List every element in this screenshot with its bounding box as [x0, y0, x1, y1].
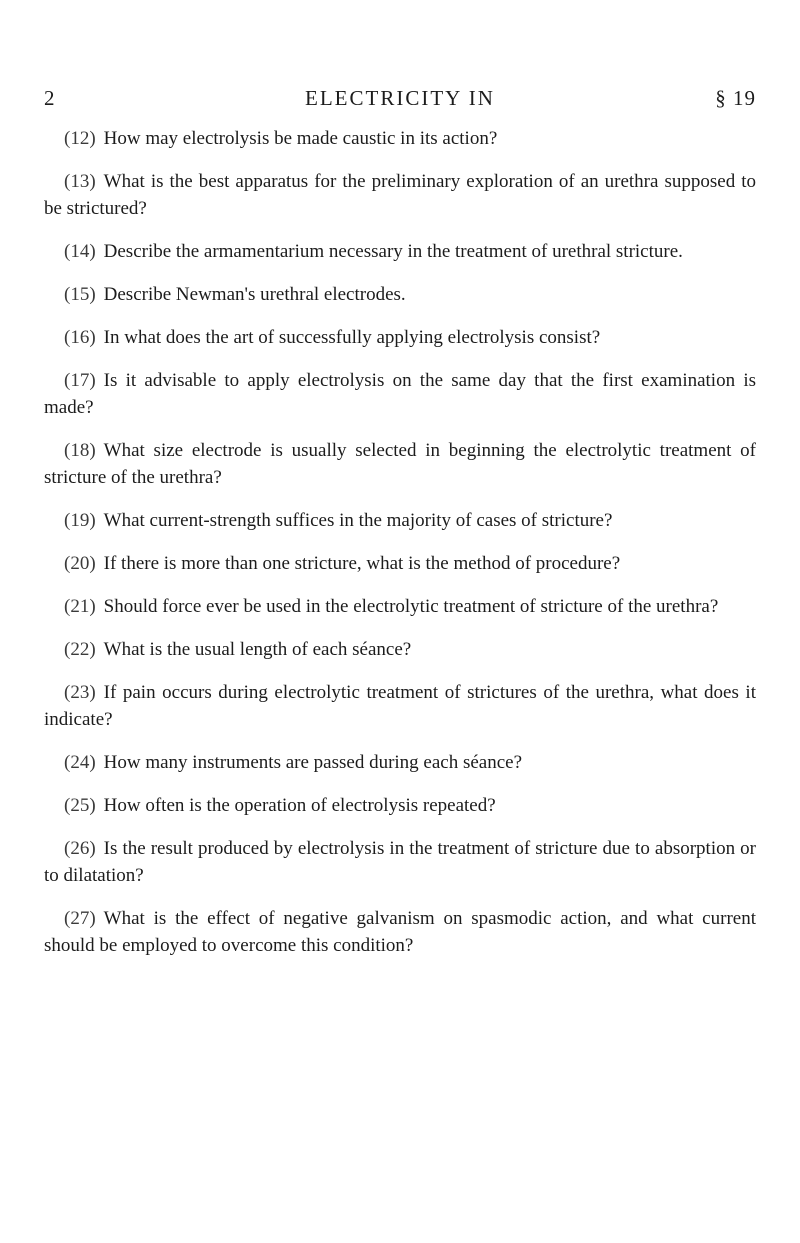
- running-title: ELECTRICITY IN: [305, 86, 495, 110]
- question-item: [44, 125, 756, 152]
- section-number: § 19: [715, 86, 756, 110]
- question-text: If pain occurs during electrolytic treatment of strictures of the urethra, what does it indicate?: [44, 682, 756, 730]
- question-item: [44, 168, 756, 222]
- question-text: Is it advisable to apply electrolysis on the same day that the first examination is made?: [44, 370, 756, 418]
- question-number: (12): [64, 128, 96, 149]
- question-text: How many instruments are passed during each séance?: [103, 752, 523, 773]
- question-item: [44, 507, 756, 534]
- question-number: (14): [64, 241, 96, 262]
- question-text: Describe Newman's urethral electrodes.: [103, 284, 406, 305]
- question-item: [44, 324, 756, 351]
- question-number: (21): [64, 596, 96, 617]
- question-number: (19): [64, 510, 96, 531]
- running-head: [44, 86, 756, 116]
- question-number: (18): [64, 440, 96, 461]
- question-item: [44, 905, 756, 959]
- question-item: [44, 367, 756, 421]
- question-text: What is the usual length of each séance?: [103, 639, 412, 660]
- question-text: How may electrolysis be made caustic in its action?: [103, 128, 498, 149]
- question-number: (15): [64, 284, 96, 305]
- question-item: [44, 636, 756, 663]
- question-text: Is the result produced by electrolysis in the treatment of stricture due to absorption or to dilatation?: [44, 838, 756, 886]
- question-text: If there is more than one stricture, what is the method of procedure?: [103, 553, 621, 574]
- question-item: [44, 281, 756, 308]
- question-number: (13): [64, 171, 96, 192]
- question-text: Describe the armamentarium necessary in the treatment of urethral stricture.: [103, 241, 683, 262]
- question-item: [44, 593, 756, 620]
- question-text: Should force ever be used in the electrolytic treatment of stricture of the urethra?: [103, 596, 719, 617]
- question-number: (20): [64, 553, 96, 574]
- question-item: [44, 437, 756, 491]
- question-number: (25): [64, 795, 96, 816]
- question-item: [44, 792, 756, 819]
- question-number: (27): [64, 908, 96, 929]
- question-number: (17): [64, 370, 96, 391]
- question-number: (16): [64, 327, 96, 348]
- question-number: (26): [64, 838, 96, 859]
- question-number: (23): [64, 682, 96, 703]
- page-number: 2: [44, 86, 56, 110]
- question-item: [44, 679, 756, 733]
- question-text: How often is the operation of electrolysis repeated?: [103, 795, 496, 816]
- question-item: [44, 749, 756, 776]
- question-item: [44, 238, 756, 265]
- question-item: [44, 550, 756, 577]
- question-text: What is the effect of negative galvanism on spasmodic action, and what current should be employed to overcome this condition?: [44, 908, 756, 956]
- question-text: What size electrode is usually selected in beginning the electrolytic treatment of stricture of the urethra?: [44, 440, 756, 488]
- question-number: (22): [64, 639, 96, 660]
- question-text: What current-strength suffices in the majority of cases of stricture?: [103, 510, 613, 531]
- question-list: [44, 125, 756, 975]
- question-text: In what does the art of successfully applying electrolysis consist?: [103, 327, 601, 348]
- question-text: What is the best apparatus for the preliminary exploration of an urethra supposed to be strictured?: [44, 171, 756, 219]
- question-number: (24): [64, 752, 96, 773]
- question-item: [44, 835, 756, 889]
